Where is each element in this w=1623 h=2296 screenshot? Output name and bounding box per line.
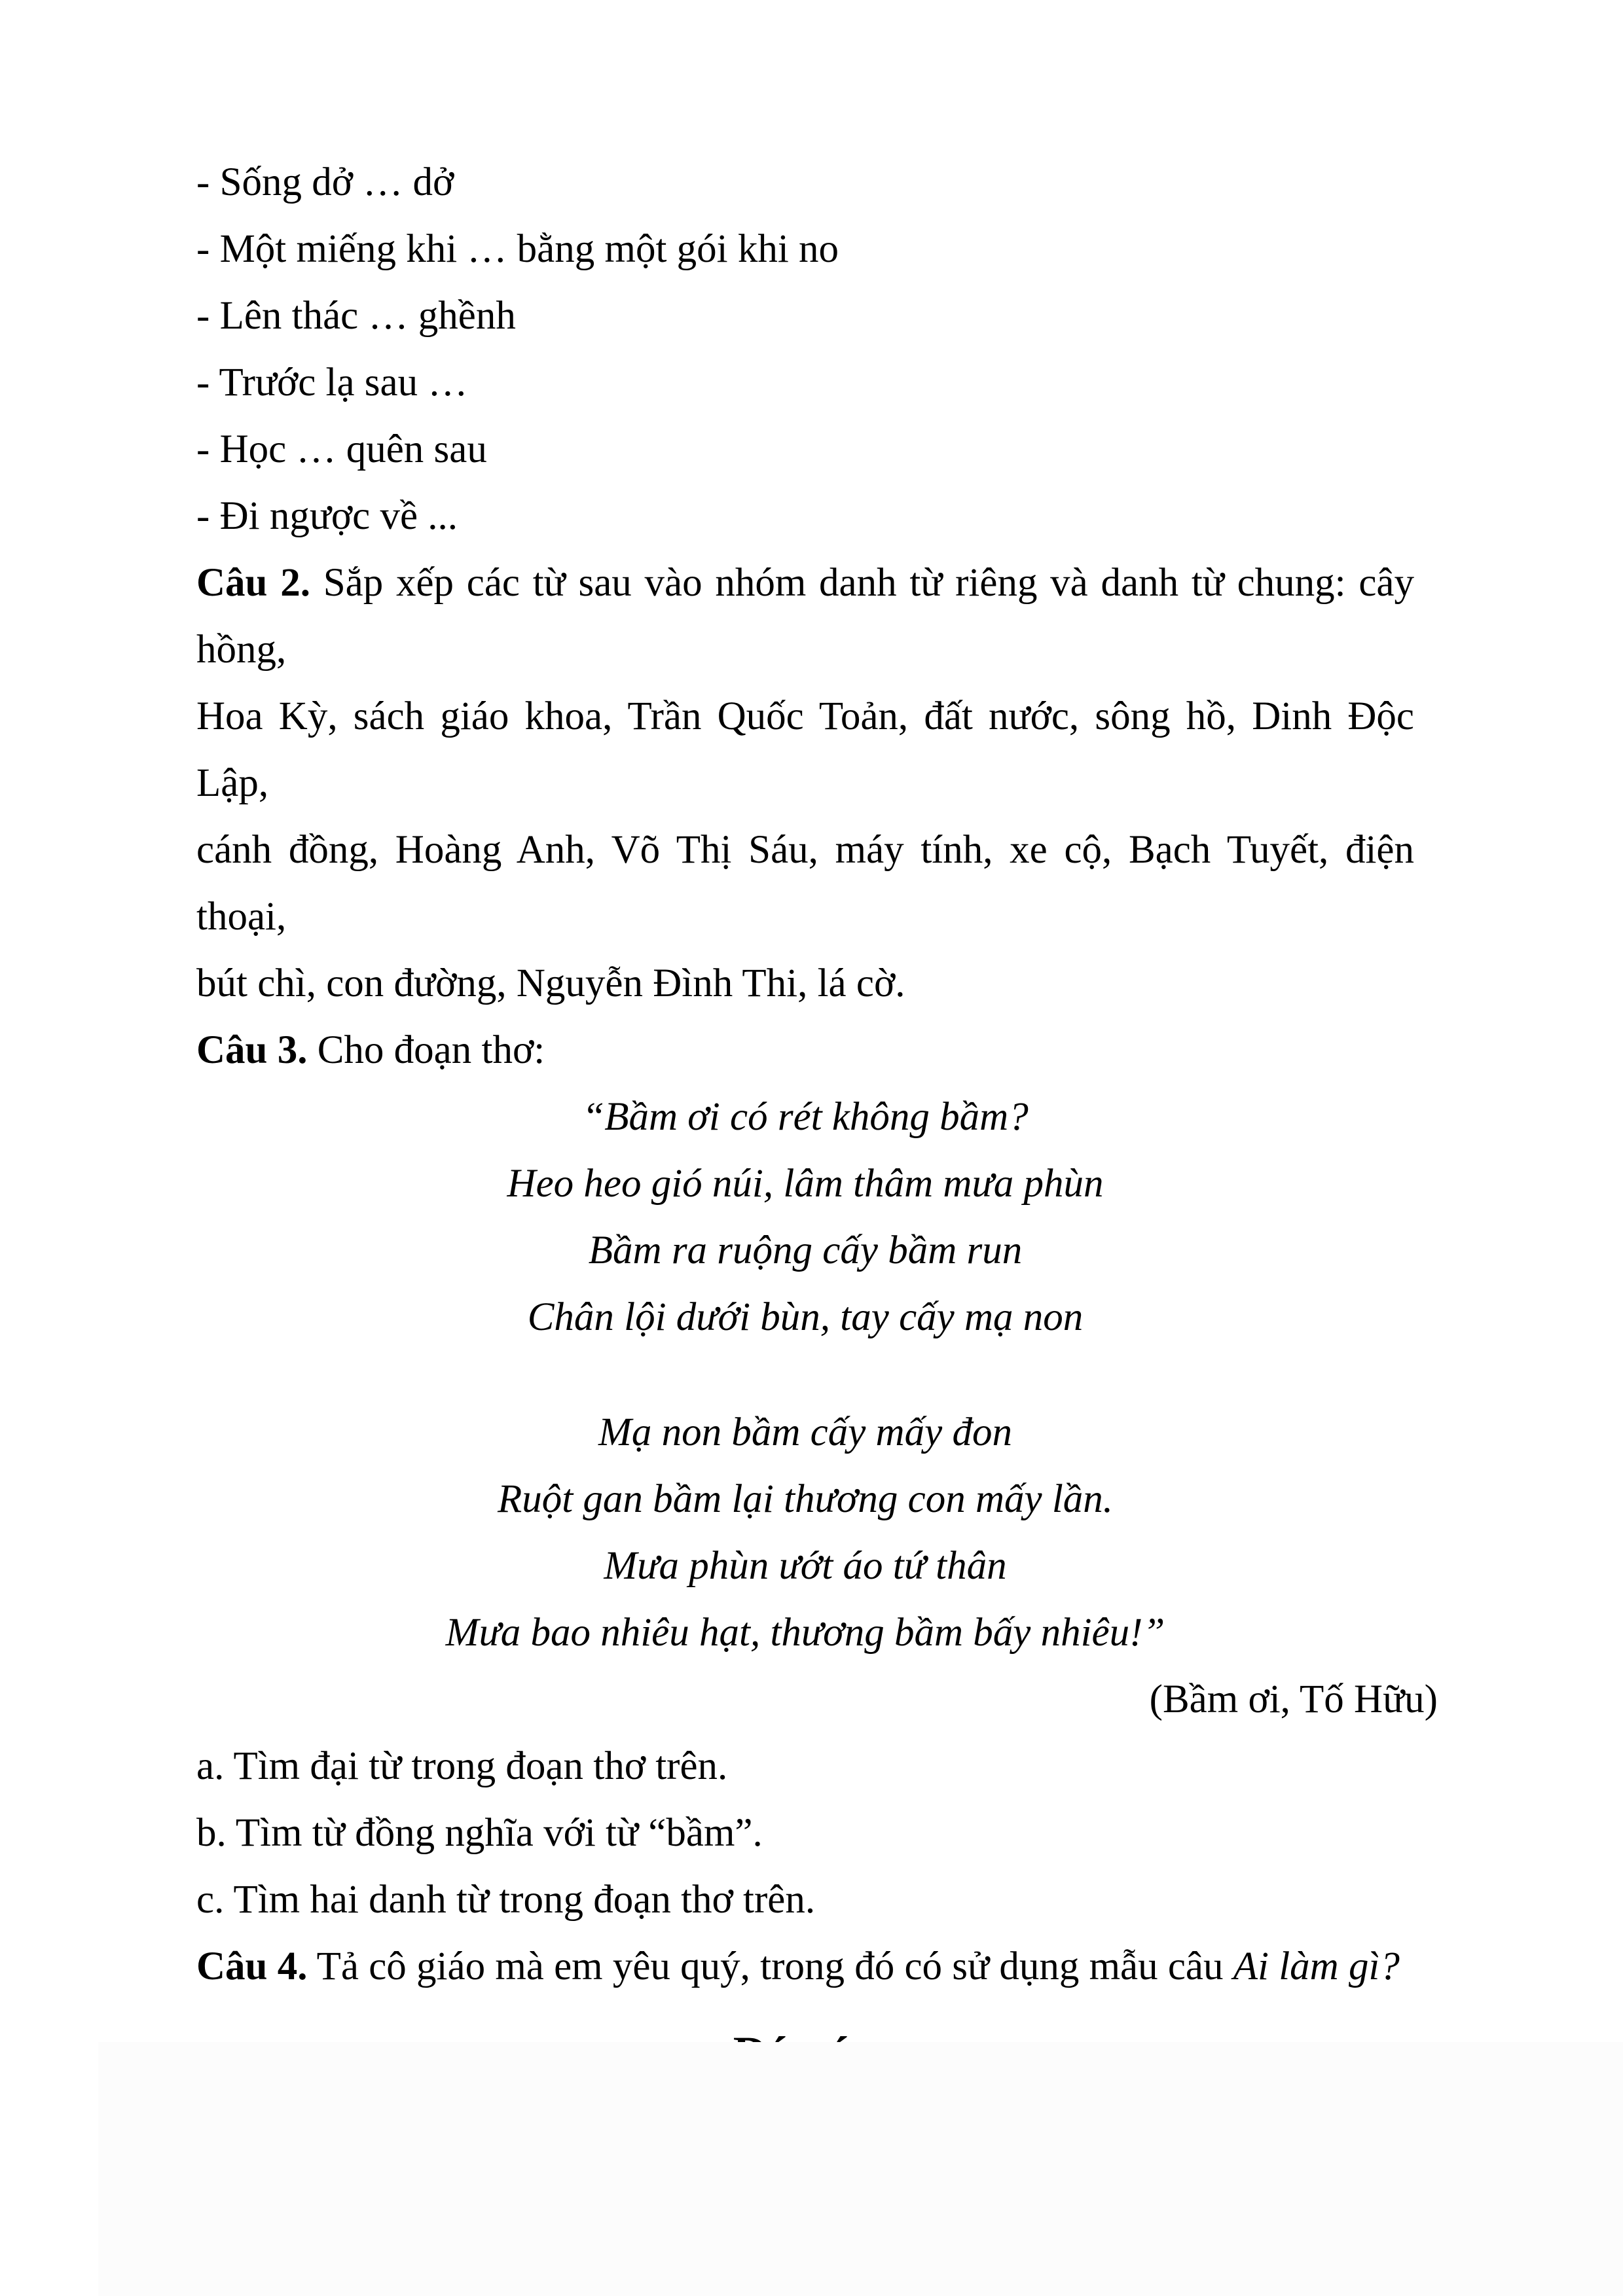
question-4-label: Câu 4. <box>196 1945 308 1988</box>
poem-line: “Bầm ơi có rét không bầm? <box>582 1095 1029 1139</box>
sub-question-a: a. Tìm đại từ trong đoạn thơ trên. <box>196 1744 728 1788</box>
fill-in-line-3: - Lên thác … ghềnh <box>196 294 516 338</box>
poem <box>196 1084 1438 1733</box>
question-4-italic-text: Ai làm gì? <box>1233 1945 1400 1988</box>
poem-line: Ruột gan bầm lại thương con mấy lần. <box>497 1477 1114 1521</box>
fill-in-line-4: - Trước lạ sau … <box>196 361 468 404</box>
question-2-label: Câu 2. <box>196 561 310 605</box>
question-3-text: Cho đoạn thơ: <box>307 1028 545 1072</box>
question-4-text: Tả cô giáo mà em yêu quý, trong đó có sử dụng mẫu câu <box>307 1945 1233 1988</box>
bottom-shade-band <box>98 2042 1623 2296</box>
question-2-line-3: cánh đồng, Hoàng Anh, Võ Thị Sáu, máy tính, xe cộ, Bạch Tuyết, điện thoại, <box>196 828 1414 939</box>
poem-line: Bầm ra ruộng cấy bầm run <box>588 1229 1023 1272</box>
question-2-line-2: Hoa Kỳ, sách giáo khoa, Trần Quốc Toản, đất nước, sông hồ, Dinh Độc Lập, <box>196 694 1414 805</box>
fill-in-line-2: - Một miếng khi … bằng một gói khi no <box>196 227 839 271</box>
fill-in-line-1: - Sống dở … dở <box>196 160 454 204</box>
question-2-text-1: Sắp xếp các từ sau vào nhóm danh từ riêng và danh từ chung: cây hồng, <box>196 561 1414 672</box>
poem-line: Mạ non bầm cấy mấy đon <box>598 1410 1012 1454</box>
question-3-label: Câu 3. <box>196 1028 308 1072</box>
question-4-line <box>196 1933 1414 2000</box>
poem-attribution: (Bầm ơi, Tố Hữu) <box>1149 1677 1438 1721</box>
question-2-line-4: bút chì, con đường, Nguyễn Đình Thi, lá cờ. <box>196 961 905 1005</box>
poem-line: Chân lội dưới bùn, tay cấy mạ non <box>527 1295 1084 1339</box>
sub-question-c: c. Tìm hai danh từ trong đoạn thơ trên. <box>196 1878 816 1922</box>
question-2-line-1 <box>196 550 1414 683</box>
sub-question-b: b. Tìm từ đồng nghĩa với từ “bầm”. <box>196 1811 763 1855</box>
question-3-line <box>196 1017 1414 1084</box>
document-content <box>196 149 1438 2242</box>
poem-line: Heo heo gió núi, lâm thâm mưa phùn <box>507 1162 1104 1206</box>
fill-in-line-6: - Đi ngược về ... <box>196 494 458 538</box>
fill-in-line-5: - Học … quên sau <box>196 427 487 471</box>
poem-line: Mưa phùn ướt áo tứ thân <box>604 1544 1007 1588</box>
poem-line: Mưa bao nhiêu hạt, thương bầm bấy nhiêu!” <box>445 1611 1165 1655</box>
